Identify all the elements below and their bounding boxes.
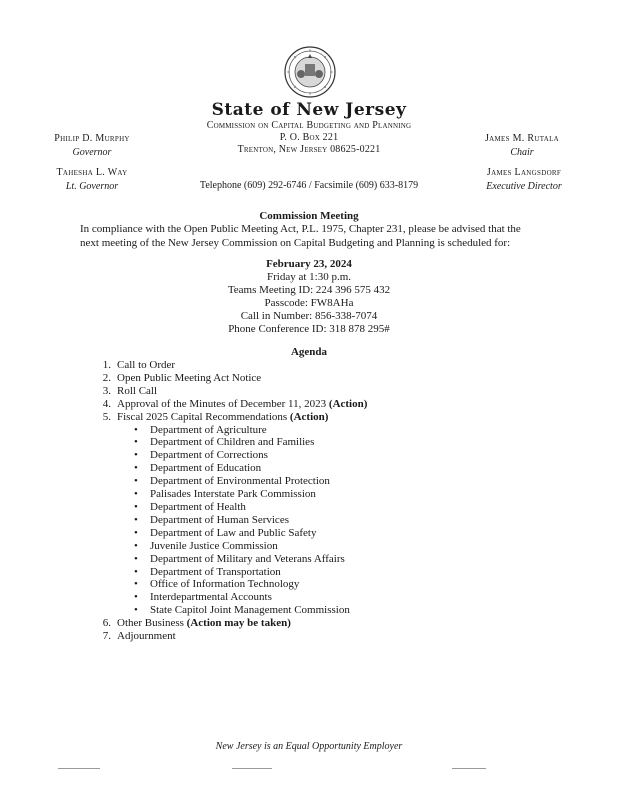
bullet-icon: • — [134, 565, 138, 578]
action-tag: (Action) — [289, 410, 329, 423]
agenda-item — [97, 359, 367, 372]
meeting-details — [0, 258, 618, 336]
department-name: Department of Law and Public Safety — [150, 526, 317, 539]
official-name: James M. Rutala — [484, 133, 560, 144]
bullet-icon: • — [134, 423, 138, 436]
official-executive-director — [476, 166, 572, 194]
department-name: Department of Environmental Protection — [150, 475, 330, 488]
agenda-list — [97, 359, 367, 643]
scan-artifact — [58, 768, 100, 769]
phone-fax: Telephone (609) 292-6746 / Facsimile (609) 633-8179 — [199, 180, 419, 191]
department-item — [134, 566, 367, 579]
bullet-icon: • — [134, 526, 138, 539]
footer-text: New Jersey is an Equal Opportunity Employer — [215, 741, 403, 752]
official-chair — [480, 132, 564, 160]
bullet-icon: • — [134, 462, 138, 475]
department-item — [134, 604, 367, 617]
department-name: Department of Transportation — [150, 565, 281, 578]
item-number: 4. — [102, 397, 111, 410]
item-number: 7. — [102, 630, 111, 643]
item-number: 2. — [102, 371, 111, 384]
bullet-icon: • — [134, 449, 138, 462]
bullet-icon: • — [134, 488, 138, 501]
agenda-item — [97, 372, 367, 385]
action-tag: (Action may be taken) — [186, 617, 291, 630]
item-text: Approval of the Minutes of December 11, 2023 — [117, 397, 329, 410]
agenda-item — [97, 411, 367, 618]
official-name: Philip D. Murphy — [54, 133, 130, 144]
item-text: Adjournment — [117, 630, 176, 643]
official-title: Governor — [72, 147, 112, 158]
item-number: 5. — [102, 410, 111, 423]
bullet-icon: • — [134, 436, 138, 449]
bullet-icon: • — [134, 500, 138, 513]
department-item — [134, 424, 367, 437]
department-item — [134, 553, 367, 566]
meeting-intro: In compliance with the Open Public Meeting Act, P.L. 1975, Chapter 231, please be advised that the next meeting of the New Jersey Commission on Capital Budgeting and Planning is scheduled for: — [80, 223, 521, 249]
department-name: Interdepartmental Accounts — [150, 591, 272, 604]
department-item — [134, 475, 367, 488]
department-item — [134, 527, 367, 540]
passcode: Passcode: FW8AHa — [264, 297, 354, 309]
bullet-icon: • — [134, 578, 138, 591]
bullet-icon: • — [134, 539, 138, 552]
bullet-icon: • — [134, 513, 138, 526]
po-box: P. O. Box 221 — [279, 132, 339, 143]
teams-meeting-id: Teams Meeting ID: 224 396 575 432 — [227, 284, 391, 296]
meeting-heading: Commission Meeting — [259, 210, 359, 222]
commission-name: Commission on Capital Budgeting and Planning — [206, 120, 412, 131]
bullet-icon: • — [134, 475, 138, 488]
item-text: Open Public Meeting Act Notice — [117, 371, 262, 384]
agenda-item — [97, 398, 367, 411]
scan-artifact — [232, 768, 272, 769]
official-title: Lt. Governor — [65, 181, 119, 192]
item-number: 6. — [102, 617, 111, 630]
department-name: Office of Information Technology — [150, 578, 300, 591]
item-text: Other Business — [117, 617, 187, 630]
department-name: Department of Human Services — [150, 513, 289, 526]
department-name: Department of Corrections — [150, 449, 268, 462]
phone-conference-id: Phone Conference ID: 318 878 295# — [228, 323, 390, 335]
official-title: Chair — [510, 147, 534, 158]
department-list — [117, 424, 367, 618]
department-name: State Capitol Joint Management Commission — [150, 604, 350, 617]
bullet-icon: • — [134, 552, 138, 565]
department-name: Department of Children and Families — [150, 436, 315, 449]
item-text: Fiscal 2025 Capital Recommendations — [117, 410, 290, 423]
department-item — [134, 462, 367, 475]
department-item — [134, 449, 367, 462]
department-item — [134, 501, 367, 514]
meeting-time: Friday at 1:30 p.m. — [266, 271, 352, 283]
scan-artifact — [452, 768, 486, 769]
department-name: Department of Agriculture — [150, 423, 267, 436]
agenda-item — [97, 385, 367, 398]
state-seal-icon — [284, 46, 336, 98]
official-governor — [50, 132, 134, 160]
department-name: Juvenile Justice Commission — [150, 539, 278, 552]
department-item — [134, 578, 367, 591]
department-name: Palisades Interstate Park Commission — [150, 488, 316, 501]
department-name: Department of Education — [150, 462, 262, 475]
official-name: Tahesha L. Way — [56, 167, 128, 178]
department-item — [134, 514, 367, 527]
state-name: State of New Jersey — [211, 100, 407, 120]
department-name: Department of Health — [150, 500, 246, 513]
official-name: James Langsdorf — [486, 167, 562, 178]
department-name: Department of Military and Veterans Affairs — [150, 552, 345, 565]
agenda-item — [97, 630, 367, 643]
department-item — [134, 591, 367, 604]
bullet-icon: • — [134, 604, 138, 617]
item-text: Roll Call — [117, 384, 158, 397]
agenda-heading: Agenda — [290, 346, 328, 358]
meeting-date: February 23, 2024 — [266, 258, 352, 270]
department-item — [134, 436, 367, 449]
official-title: Executive Director — [486, 181, 562, 192]
agenda-item — [97, 617, 367, 630]
item-text: Call to Order — [117, 359, 176, 371]
action-tag: (Action) — [328, 397, 368, 410]
item-number: 3. — [102, 384, 111, 397]
city-address: Trenton, New Jersey 08625-0221 — [237, 144, 381, 155]
official-lt-governor — [50, 166, 134, 194]
bullet-icon: • — [134, 591, 138, 604]
call-in-number: Call in Number: 856-338-7074 — [240, 310, 378, 322]
department-item — [134, 488, 367, 501]
department-item — [134, 540, 367, 553]
item-number: 1. — [102, 359, 111, 371]
